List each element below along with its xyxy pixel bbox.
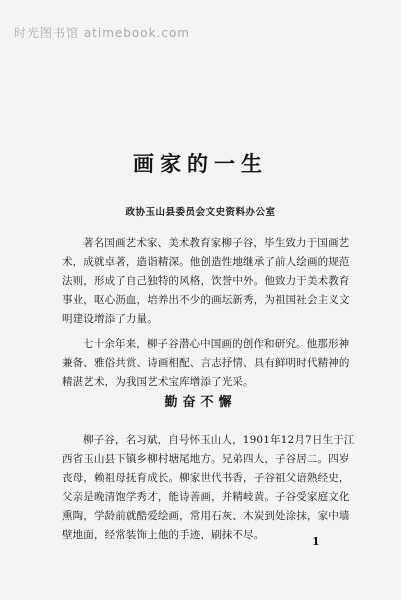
text-line: 术，成就卓著，造诣精深。他创造性地继承了前人绘画的规范: [62, 256, 350, 268]
text-line: 明建设增添了力量。: [62, 313, 158, 325]
paragraph-career: [62, 335, 362, 392]
watermark: 时光图书馆 atimebook.com: [14, 26, 190, 40]
text-line: 精湛艺术，为我国艺术宝库增添了光采。: [62, 376, 254, 388]
author-line: 政协玉山县委员会文史资料办公室: [125, 207, 276, 218]
text-line: 法则，形成了自己独特的风格，饮誉中外。他致力于美术教育: [62, 275, 350, 287]
text-line: 著名国画艺术家、美术教育家柳子谷，毕生致力于国画艺: [83, 237, 350, 249]
text-line: 壁地面，经常装饰上他的手迹，刷抹不尽。: [62, 529, 265, 541]
text-line: 丧母，赖祖母抚育成长。柳家世代书香，子谷祖父谙熟经史，: [62, 472, 350, 484]
text-line: 西省玉山县下镇乡柳村塘尾地方。兄弟四人，子谷居二。四岁: [62, 453, 350, 465]
page-number: 1: [312, 535, 320, 548]
text-line: 兼备、雅俗共赏、诗画相配、言志抒情、具有鲜明时代精神的: [62, 357, 350, 369]
chapter-title: 画家的一生: [133, 151, 268, 176]
text-line: 柳子谷，名习斌，自号怀玉山人，1901年12月7日生于江: [83, 434, 355, 446]
paragraph-biography: [62, 431, 362, 545]
text-line: 父亲是晚清饱学秀才，能诗善画，并精岐黄。子谷受家庭文化: [62, 491, 350, 503]
section-heading: 勤奋不懈: [164, 395, 237, 410]
text-line: 七十余年来，柳子谷潜心中国画的创作和研究。他那形神: [83, 338, 350, 350]
text-line: 事业，呕心沥血，培养出不少的画坛新秀，为祖国社会主义文: [62, 294, 350, 306]
paragraph-intro: [62, 234, 362, 329]
text-line: 熏陶，学龄前就酷爱绘画，常用石灰、木炭到处涂抹，家中墙: [62, 510, 350, 522]
